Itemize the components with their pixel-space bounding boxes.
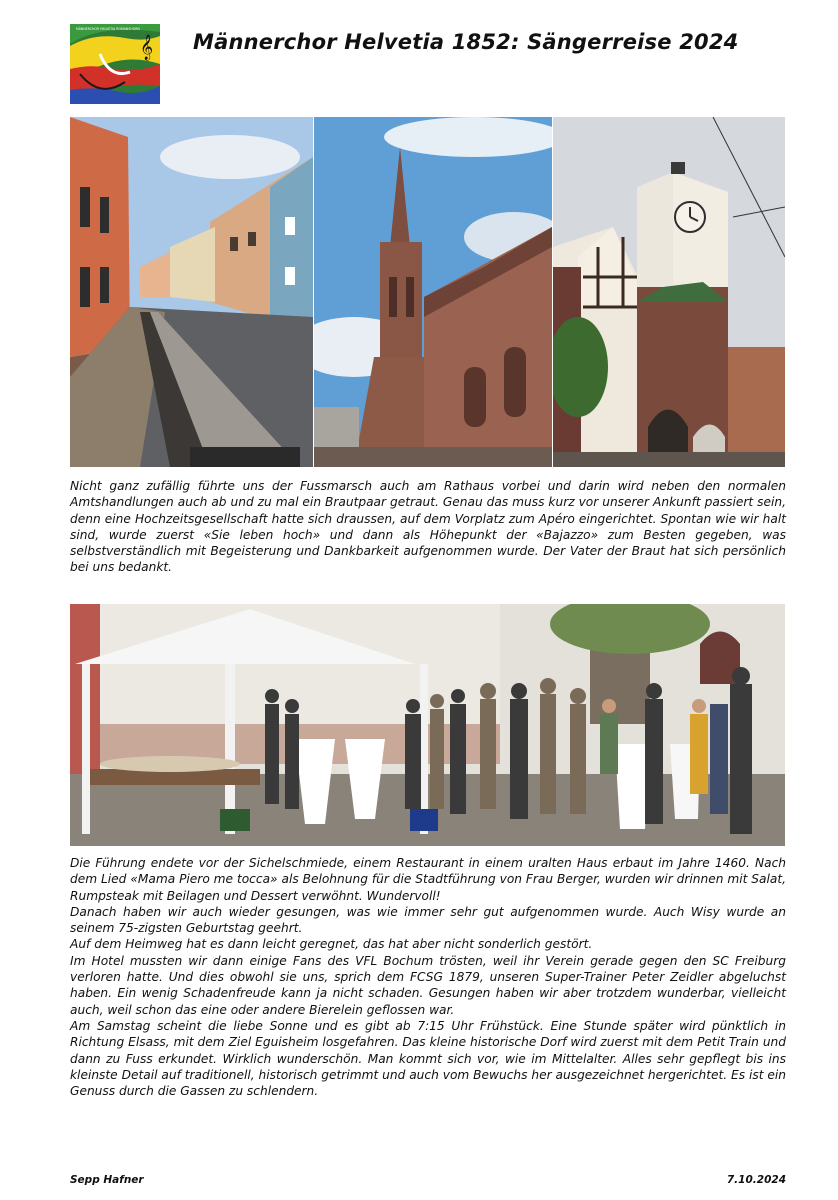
- svg-text:𝄞: 𝄞: [140, 35, 154, 60]
- logo-text: MÄNNERCHOR HELVETIA ROMANSHORN: [76, 27, 140, 31]
- paragraph-saturday: Am Samstag scheint die liebe Sonne und es gibt ab 7:15 Uhr Frühstück. Eine Stunde später wird pünktlich in Richtung Elsass, mit dem Ziel Eguisheim losgefahren. Das kleine historische Dorf wird zuerst mit dem Petit Train und dann zu Fuss erkundet. Wirklich wunderschön. Man kommt sich vor, wie im Mittelalter. Alles sehr gepflegt bis ins kleinste Detail auf traditionell, historisch getrimmt und auch vom Bewuchs her ausgezeichnet hergerichtet. Es ist ein Genuss durch die Gassen zu schlendern.: [70, 1018, 786, 1099]
- gate-tower-photo: [553, 117, 785, 467]
- paragraph-sichelschmiede: Die Führung endete vor der Sichelschmiede, einem Restaurant in einem uralten Haus erbaut im Jahre 1460. Nach dem Lied «Mama Piero me tocca» als Belohnung für die Stadtführung von Frau Berger, wurden wir drinnen mit Salat, Rumpsteak mit Beilagen und Dessert verwöhnt. Wundervoll!: [70, 856, 786, 903]
- article-paragraphs-2: [70, 855, 786, 1099]
- choir-logo: [70, 24, 160, 104]
- cathedral-photo: [314, 117, 552, 467]
- footer-author: Sepp Hafner: [70, 1174, 144, 1186]
- wedding-reception-photo: [70, 604, 785, 846]
- street-with-canal-photo: [70, 117, 313, 467]
- article-paragraph-1: Nicht ganz zufällig führte uns der Fussmarsch auch am Rathaus vorbei und darin wird neben den normalen Amtshandlungen auch ab und zu mal ein Brautpaar getraut. Genau das muss kurz vor unserer Ankunft passiert sein, denn eine Hochzeitsgesellschaft hatte sich draussen, auf dem Vorplatz zum Apéro eingerichtet. Spontan wie wir halt sind, wurde zuerst «Sie leben hoch» und dann als Höhepunkt der «Bajazzo» zum Besten gegeben, was selbstverständlich mit Begeisterung und Dankbarkeit aufgenommen wurde. Der Vater der Braut hat sich persönlich bei uns bedankt.: [70, 479, 786, 575]
- paragraph-rain: Auf dem Heimweg hat es dann leicht geregnet, das hat aber nicht sonderlich gestört.: [70, 937, 593, 952]
- paragraph-singing: Danach haben wir auch wieder gesungen, was wie immer sehr gut aufgenommen wurde. Auch Wisy wurde an seinem 75-zigsten Geburtstag geehrt.: [70, 904, 786, 936]
- footer-date: 7.10.2024: [726, 1174, 786, 1186]
- paragraph-hotel: Im Hotel mussten wir dann einige Fans des VFL Bochum trösten, weil ihr Verein gerade gegen den SC Freiburg verloren hatte. Und dies obwohl sie uns, sprich dem FCSG 1879, unseren Super-Trainer Peter Zeidler abgeluchst haben. Ein wenig Schadenfreude kann ja nicht schaden. Gesungen haben wir aber trotzdem wunderbar, vielleicht auch, weil schon das eine oder andere Bierelein geflossen war.: [70, 953, 786, 1017]
- page-title: Männerchor Helvetia 1852: Sängerreise 2024: [193, 30, 739, 54]
